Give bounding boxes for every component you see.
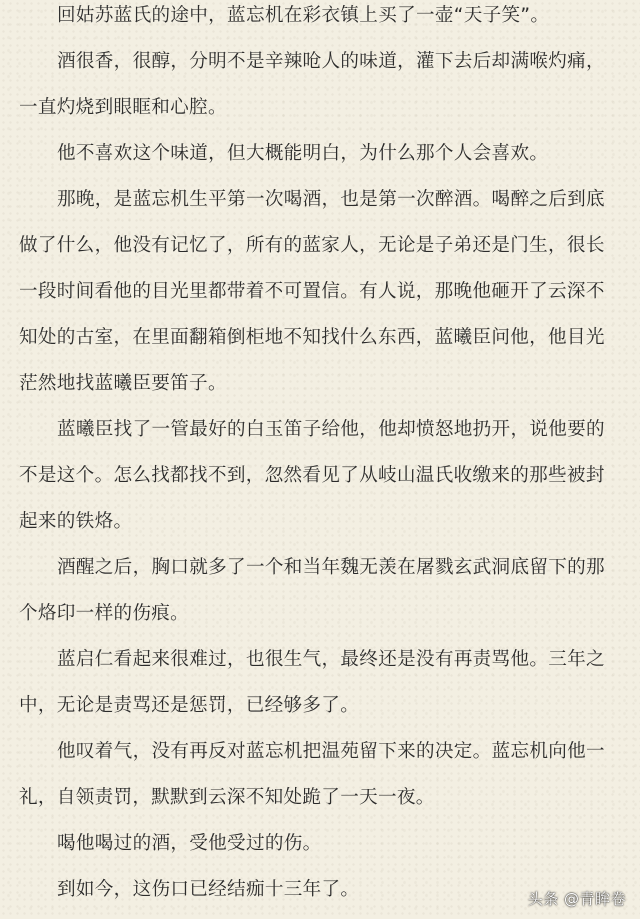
paragraph-3: 他不喜欢这个味道，但大概能明白，为什么那个人会喜欢。 — [57, 143, 549, 164]
paragraph-5: 蓝曦臣找了一管最好的白玉笛子给他，他却愤怒地扔开，说他要的不是这个。怎么找都找不到，忽然看见了从岐山温氏收缴来的那些被封起来的铁烙。 — [19, 419, 605, 532]
paragraph-1: 回姑苏蓝氏的途中，蓝忘机在彩衣镇上买了一壶“天子笑”。 — [57, 5, 550, 26]
paragraph-8: 他叹着气，没有再反对蓝忘机把温苑留下来的决定。蓝忘机向他一礼，自领责罚，默默到云深不知处跪了一天一夜。 — [19, 741, 605, 808]
paragraph-4: 那晚，是蓝忘机生平第一次喝酒，也是第一次醉酒。喝醉之后到底做了什么，他没有记忆了，所有的蓝家人，无论是子弟还是门生，很长一段时间看他的目光里都带着不可置信。有人说，那晚他砸开了云深不知处的古室，在里面翻箱倒柜地不知找什么东西，蓝曦臣问他，他目光茫然地找蓝曦臣要笛子。 — [19, 189, 605, 394]
source-watermark: 头条 @青眸卷 — [527, 890, 626, 908]
paragraph-6: 酒醒之后，胸口就多了一个和当年魏无羡在屠戮玄武洞底留下的那个烙印一样的伤痕。 — [19, 557, 605, 624]
paragraph-7: 蓝启仁看起来很难过，也很生气，最终还是没有再责骂他。三年之中，无论是责骂还是惩罚，已经够多了。 — [19, 649, 605, 716]
paragraph-9: 喝他喝过的酒，受他受过的伤。 — [57, 833, 322, 854]
paragraph-2: 酒很香，很醇，分明不是辛辣呛人的味道，灌下去后却满喉灼痛，一直灼烧到眼眶和心腔。 — [19, 51, 605, 118]
paragraph-10: 到如今，这伤口已经结痂十三年了。 — [57, 879, 360, 900]
